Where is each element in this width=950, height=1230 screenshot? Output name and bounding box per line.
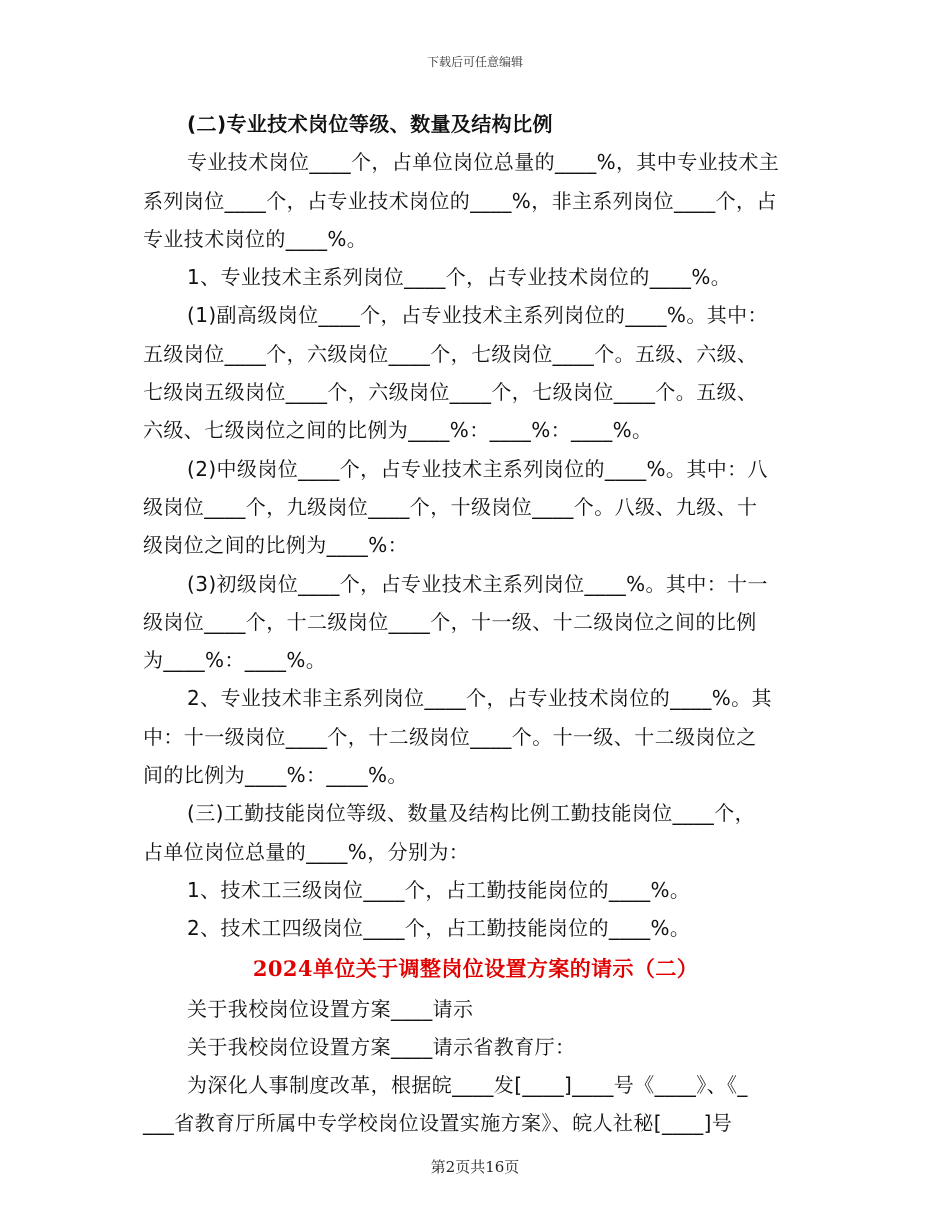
page-footer: 第2页共16页	[430, 1158, 520, 1176]
document-title: 2024单位关于调整岗位设置方案的请示（二）	[252, 955, 699, 981]
paragraph-line: 2、技术工四级岗位____个，占工勤技能岗位的____%。	[187, 916, 691, 941]
paragraph-line: 1、技术工三级岗位____个，占工勤技能岗位的____%。	[187, 877, 691, 902]
paragraph-line: 七级岗五级岗位____个，六级岗位____个，七级岗位____个。五级、	[143, 380, 758, 405]
paragraph-line: 五级岗位____个，六级岗位____个，七级岗位____个。五级、六级、	[143, 341, 758, 366]
paragraph-line: 为____%：____%。	[143, 648, 327, 673]
paragraph-line: 系列岗位____个，占专业技术岗位的____%，非主系列岗位____个，占	[143, 188, 777, 213]
paragraph-line: 1、专业技术主系列岗位____个，占专业技术岗位的____%。	[187, 265, 732, 290]
paragraph-line: 间的比例为____%：____%。	[143, 763, 408, 788]
paragraph-line: 关于我校岗位设置方案____请示	[187, 996, 474, 1021]
paragraph-line: 占单位岗位总量的____%，分别为：	[143, 839, 470, 864]
paragraph-line: 级岗位____个，九级岗位____个，十级岗位____个。八级、九级、十	[143, 494, 758, 519]
paragraph-line: (2)中级岗位____个，占专业技术主系列岗位的____%。其中：八	[187, 456, 768, 481]
page-header: 下载后可任意编辑	[426, 55, 523, 69]
paragraph-line: 专业技术岗位____个，占单位岗位总量的____%，其中专业技术主	[187, 150, 780, 175]
paragraph-line: ___省教育厅所属中专学校岗位设置实施方案》、皖人社秘[____]号	[143, 1111, 733, 1136]
paragraph-line: 关于我校岗位设置方案____请示省教育厅：	[187, 1034, 576, 1059]
paragraph-line: 专业技术岗位的____%。	[143, 226, 368, 251]
paragraph-line: (1)副高级岗位____个，占专业技术主系列岗位的____%。其中：	[187, 303, 768, 328]
paragraph-line: (三)工勤技能岗位等级、数量及结构比例工勤技能岗位____个，	[187, 801, 756, 826]
paragraph-line: (3)初级岗位____个，占专业技术主系列岗位____%。其中：十一	[187, 571, 768, 596]
paragraph-line: 2、专业技术非主系列岗位____个，占专业技术岗位的____%。其	[187, 686, 772, 711]
document-body	[143, 105, 808, 1143]
paragraph-line: 中：十一级岗位____个，十二级岗位____个。十一级、十二级岗位之	[143, 724, 757, 749]
paragraph-line: 级岗位____个，十二级岗位____个，十一级、十二级岗位之间的比例	[143, 609, 757, 634]
section-heading: (二)专业技术岗位等级、数量及结构比例	[187, 112, 553, 136]
paragraph-line: 为深化人事制度改革，根据皖____发[____]____号《____》、《_	[187, 1073, 748, 1098]
paragraph-line: 级岗位之间的比例为____%：	[143, 533, 409, 558]
paragraph-line: 六级、七级岗位之间的比例为____%：____%：____%。	[143, 418, 653, 443]
